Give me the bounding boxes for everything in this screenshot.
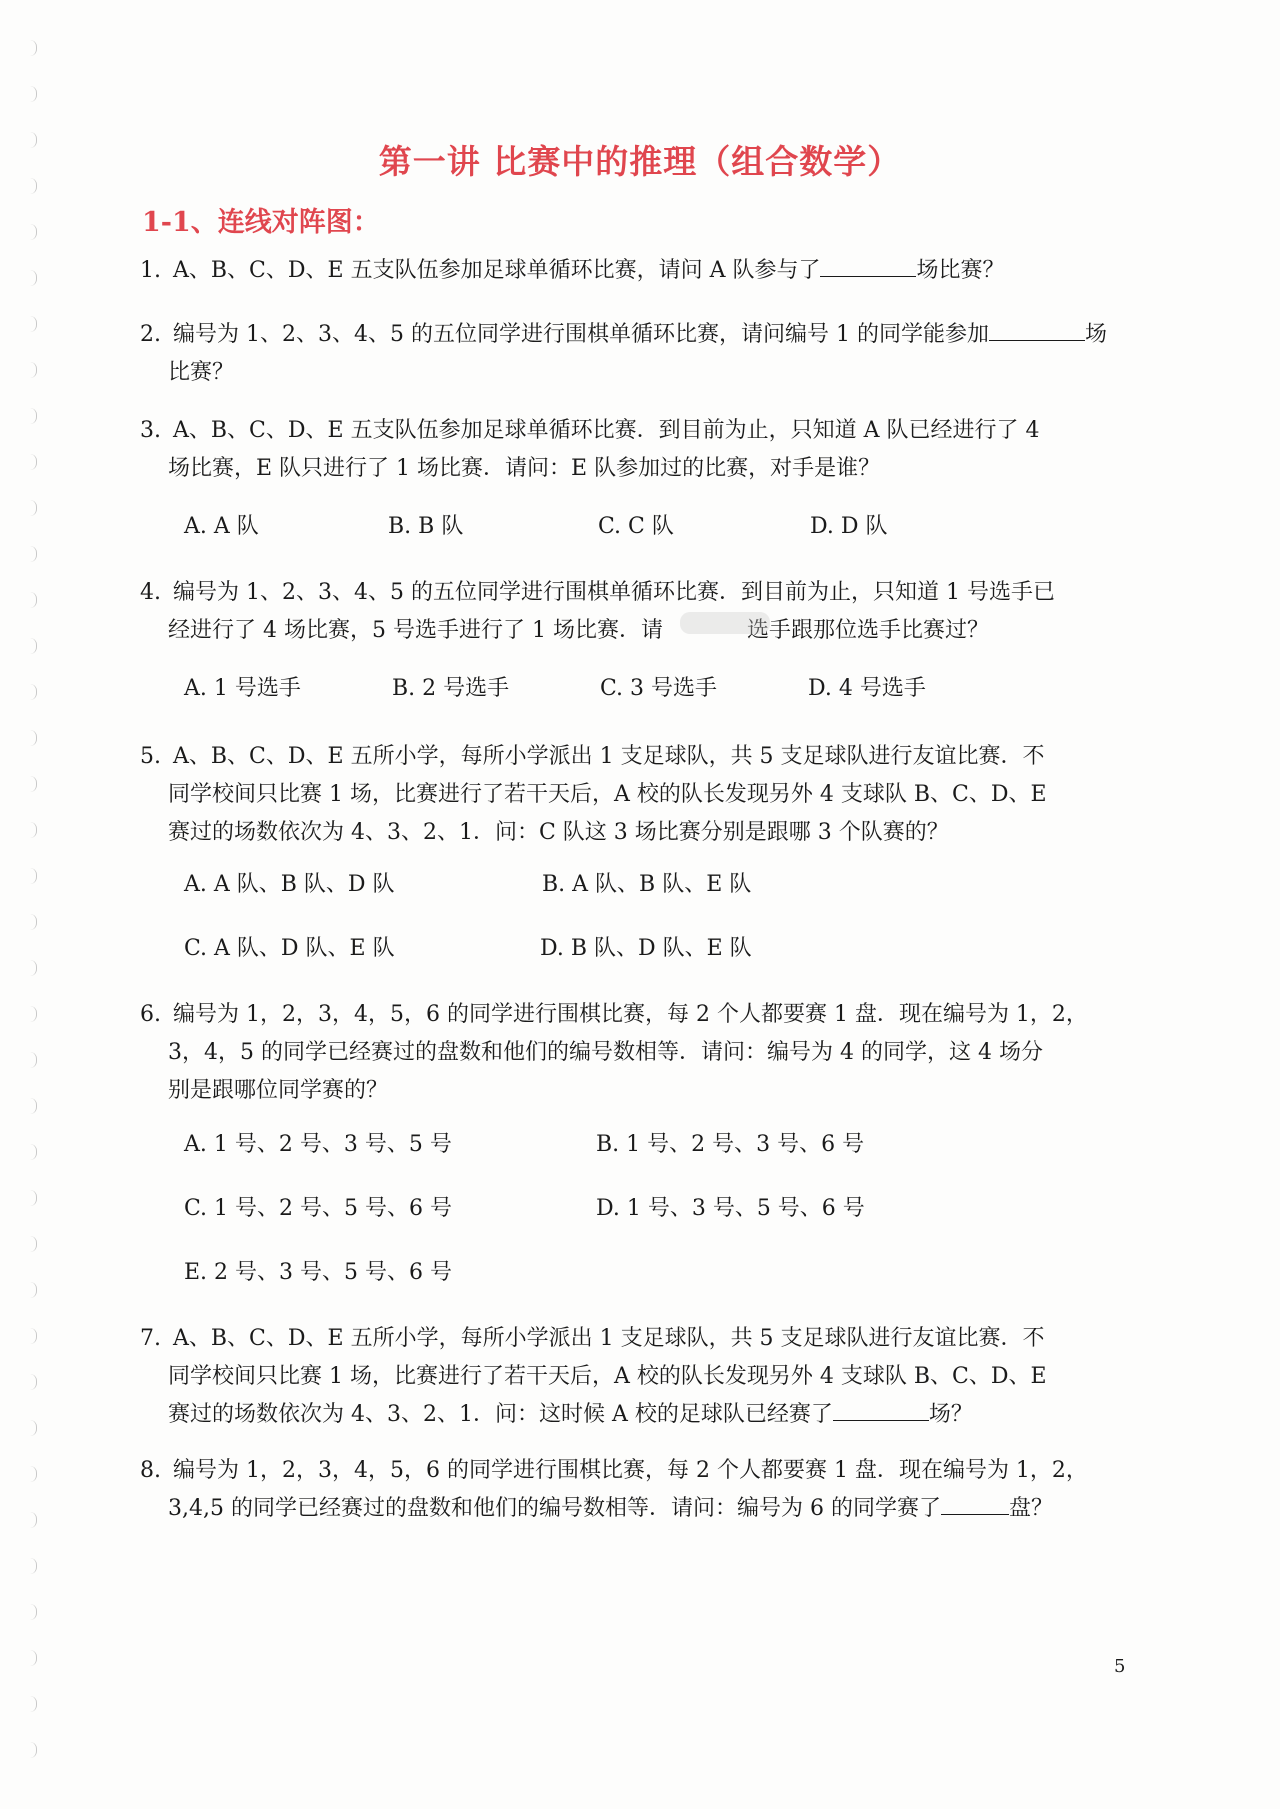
question-number: 4. [140,580,161,605]
question-text: 编号为 1、2、3、4、5 的五位同学进行围棋单循环比赛．到目前为止，只知道 1 号选手已 [173,580,1055,605]
question-2 [140,316,1130,392]
option-e: E. 2 号、3 号、5 号、6 号 [184,1260,453,1285]
option-d: D. B 队、D 队、E 队 [540,936,752,961]
page-number: 5 [1114,1656,1126,1677]
question-text: 选手跟那位选手比赛过？ [746,618,989,643]
question-number: 6. [140,1002,161,1027]
question-text: 同学校间只比赛 1 场，比赛进行了若干天后，A 校的队长发现另外 4 支球队 B、C、D、E [168,1364,1047,1389]
option-a: A. A 队、B 队、D 队 [184,872,395,897]
option-a: A. 1 号选手 [184,676,301,701]
option-d: D. 1 号、3 号、5 号、6 号 [596,1196,865,1221]
question-7 [140,1320,1130,1434]
question-1 [140,252,1130,290]
question-3 [140,412,1130,488]
question-text: 赛过的场数依次为 4、3、2、1．问：C 队这 3 场比赛分别是跟哪 3 个队赛的？ [168,820,949,845]
binding-hole-marks [30,40,40,1800]
question-text: 比赛？ [168,360,235,385]
answer-blank[interactable] [833,1398,929,1421]
question-text: 3,4,5 的同学已经赛过的盘数和他们的编号数相等．请问：编号为 6 的同学赛了 [168,1496,941,1521]
question-text: 同学校间只比赛 1 场，比赛进行了若干天后，A 校的队长发现另外 4 支球队 B、C、D、E [168,782,1047,807]
question-text: A、B、C、D、E 五支队伍参加足球单循环比赛．到目前为止，只知道 A 队已经进行了 4 [173,418,1040,443]
question-4 [140,574,1130,650]
question-text: 别是跟哪位同学赛的？ [168,1078,389,1103]
question-number: 7. [140,1326,161,1351]
option-c: C. C 队 [598,514,674,539]
option-b: B. 2 号选手 [392,676,510,701]
scan-smudge [680,612,770,634]
option-b: B. 1 号、2 号、3 号、6 号 [596,1132,865,1157]
option-b: B. A 队、B 队、E 队 [542,872,752,897]
option-c: C. A 队、D 队、E 队 [184,936,395,961]
question-number: 8. [140,1458,161,1483]
question-text: 场比赛，E 队只进行了 1 场比赛．请问：E 队参加过的比赛，对手是谁？ [168,456,881,481]
question-text: 盘？ [1008,1496,1053,1521]
option-c: C. 1 号、2 号、5 号、6 号 [184,1196,452,1221]
option-c: C. 3 号选手 [600,676,718,701]
question-number: 5. [140,744,161,769]
question-text: A、B、C、D、E 五支队伍参加足球单循环比赛，请问 A 队参与了 [173,258,821,283]
section-heading: 1-1、连线对阵图： [142,207,380,238]
answer-blank[interactable] [989,318,1085,341]
question-number: 1. [140,258,161,283]
answer-blank[interactable] [941,1492,1009,1515]
question-6 [140,996,1130,1110]
option-d: D. D 队 [810,514,888,539]
question-text: 场？ [928,1402,973,1427]
option-d: D. 4 号选手 [808,676,926,701]
option-a: A. A 队 [184,514,259,539]
question-text: 场 [1084,322,1107,347]
question-number: 3. [140,418,161,443]
question-text: 场比赛？ [916,258,1005,283]
question-text: 3，4，5 的同学已经赛过的盘数和他们的编号数相等．请问：编号为 4 的同学，这 4 场分 [168,1040,1043,1065]
question-text: 编号为 1，2，3，4，5，6 的同学进行围棋比赛，每 2 个人都要赛 1 盘．现在编号为 1，2， [173,1002,1088,1027]
question-text: A、B、C、D、E 五所小学，每所小学派出 1 支足球队，共 5 支足球队进行友谊比赛．不 [173,1326,1045,1351]
question-text: 编号为 1、2、3、4、5 的五位同学进行围棋单循环比赛，请问编号 1 的同学能参加 [173,322,989,347]
question-8 [140,1452,1130,1528]
question-text: 编号为 1，2，3，4，5，6 的同学进行围棋比赛，每 2 个人都要赛 1 盘．现在编号为 1，2， [173,1458,1088,1483]
answer-blank[interactable] [820,254,916,277]
option-a: A. 1 号、2 号、3 号、5 号 [184,1132,452,1157]
page-title: 第一讲 比赛中的推理（组合数学） [378,142,902,181]
question-5 [140,738,1130,852]
option-b: B. B 队 [388,514,464,539]
question-text: 经进行了 4 场比赛，5 号选手进行了 1 场比赛．请 [168,618,663,643]
question-text: A、B、C、D、E 五所小学，每所小学派出 1 支足球队，共 5 支足球队进行友谊比赛．不 [173,744,1045,769]
question-text: 赛过的场数依次为 4、3、2、1．问：这时候 A 校的足球队已经赛了 [168,1402,833,1427]
question-number: 2. [140,322,161,347]
